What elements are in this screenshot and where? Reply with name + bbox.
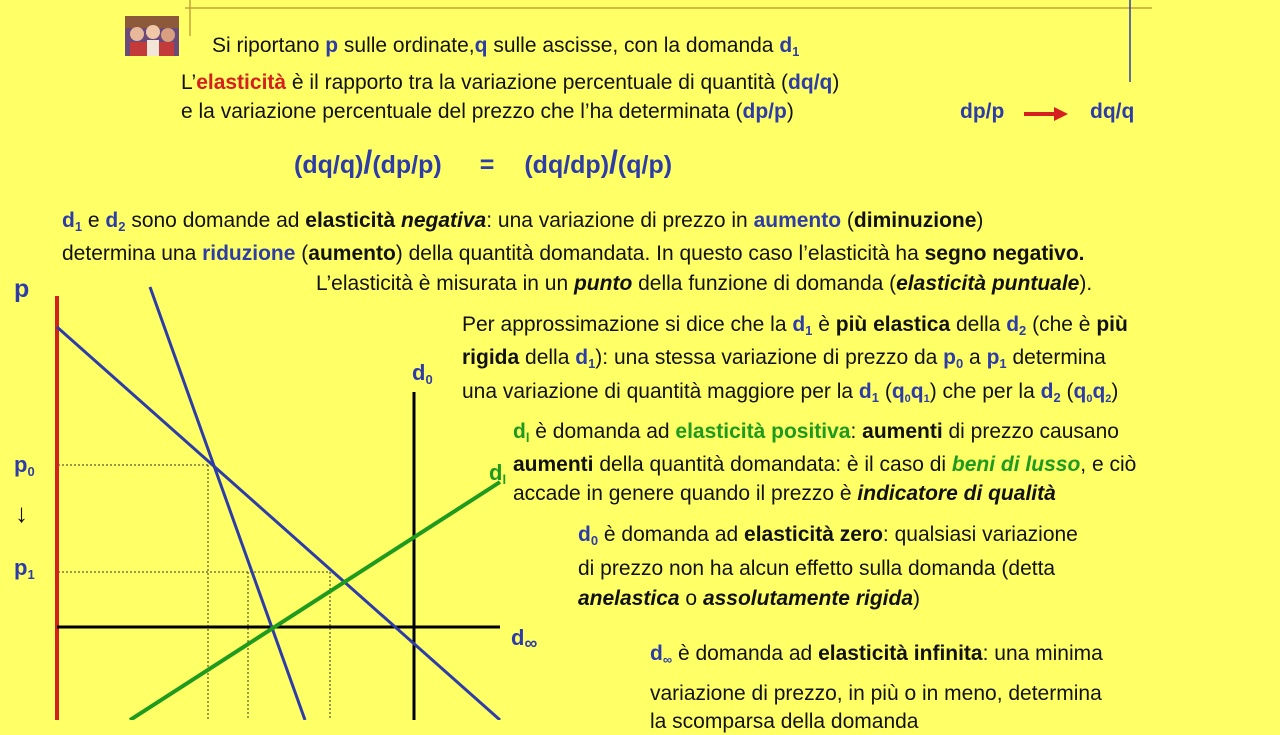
positive-line-3: accade in genere quando il prezzo è indicatore di qualità [513,482,1056,505]
zero-line-2: di prezzo non ha alcun effetto sulla domanda (detta [578,557,1056,580]
infinite-line-2: variazione di prezzo, in più o in meno, determina [650,682,1102,705]
intro-line: Si riportano p sulle ordinate,q sulle ascisse, con la domanda $d_1$ [212,34,800,59]
zero-line-1: $d_0$ è domanda ad elasticità zero: qualsiasi variazione [578,523,1078,548]
negative-line-2: determina una riduzione (aumento) della quantità domandata. In questo caso l’elasticità ha segno negativo. [62,242,1085,265]
decorative-photo [125,16,179,56]
p1-label: $p_1$ [14,555,35,582]
arrow-left-label: dp/p [960,100,1005,123]
negative-line-1: $d_1$ e $d_2$ sono domande ad elasticità negativa: una variazione di prezzo in aumento (diminuzione) [62,209,984,234]
positive-line-2: aumenti della quantità domandata: è il caso di beni di lusso, e ciò [513,453,1137,476]
definition-line-1: L’elasticità è il rapporto tra la variazione percentuale di quantità (dq/q) [181,71,840,94]
infinite-line-1: $d_\infty$ è domanda ad elasticità infinita: una minima [650,642,1103,667]
dl-line [130,482,500,720]
arrow-right-label: dq/q [1090,100,1135,123]
positive-line-1: $d_l$ è domanda ad elasticità positiva: aumenti di prezzo causano [513,420,1119,445]
demand-graph [0,270,560,720]
p0-label: $p_0$ [14,452,35,479]
approx-line-3: una variazione di quantità maggiore per la $d_1$ $(q_0q_1)$ che per la $d_2$ $(q_0q_2)$ [462,380,1119,405]
elasticity-formula: (dq/q)/(dp/p) = (dq/dp)/(q/p) [294,144,673,180]
price-axis-label: p [14,275,30,303]
dl-graph-label: $d_l$ [489,460,507,487]
approx-line-2: rigida della $d_1$): una stessa variazione di prezzo da $p_0$ a $p_1$ determina [462,346,1106,371]
red-arrow-icon [1022,104,1070,124]
definition-line-2: e la variazione percentuale del prezzo che l’ha determinata (dp/p) [181,100,794,123]
dinf-graph-label: $d_\infty$ [511,625,538,653]
d0-graph-label: $d_0$ [412,360,433,387]
infinite-line-3: la scomparsa della domanda [650,710,919,733]
approx-line-1: Per approssimazione si dice che la $d_1$ è più elastica della $d_2$ (che è più [462,313,1128,338]
negative-line-3: L’elasticità è misurata in un punto della funzione di domanda (elasticità puntuale). [316,272,1093,295]
zero-line-3: anelastica o assolutamente rigida) [578,587,920,610]
down-arrow-icon: ↓ [15,498,28,528]
